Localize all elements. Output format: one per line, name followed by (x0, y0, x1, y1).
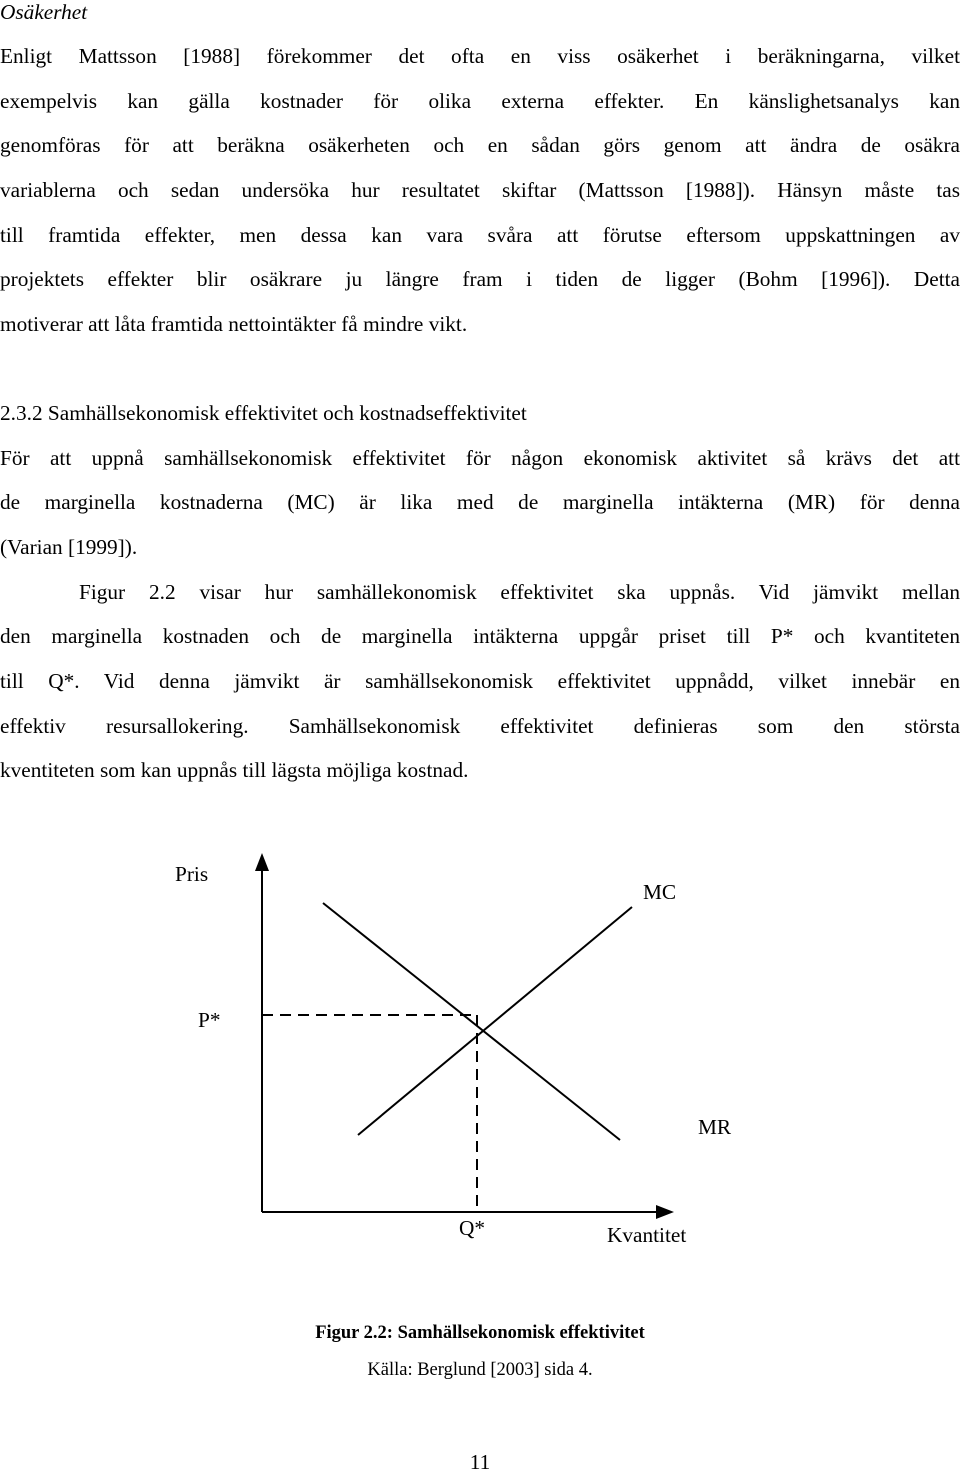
page-number: 11 (469, 1450, 491, 1474)
paragraph-line: kventiteten som kan uppnås till lägsta möjliga kostnad. (0, 758, 469, 782)
q-star-label: Q* (459, 1216, 486, 1240)
subsection-heading: 2.3.2 Samhällsekonomisk effektivitet och kostnadseffektivitet (0, 401, 527, 425)
section-heading: Osäkerhet (0, 0, 88, 24)
paragraph-line: effektiv resursallokering. Samhällsekonomisk effektivitet definieras som den största (0, 714, 960, 738)
mr-curve (323, 903, 620, 1140)
y-axis-label: Pris (175, 862, 209, 886)
paragraph-line: till framtida effekter, men dessa kan vara svåra att förutse eftersom uppskattningen av (0, 223, 960, 247)
mc-curve (358, 907, 632, 1135)
paragraph-line: genomföras för att beräkna osäkerheten och en sådan görs genom att ändra de osäkra (0, 133, 960, 157)
paragraph-line: Figur 2.2 visar hur samhällekonomisk effektivitet ska uppnås. Vid jämvikt mellan (79, 580, 960, 604)
y-axis-arrowhead (255, 853, 269, 871)
paragraph-line: de marginella kostnaderna (MC) är lika med de marginella intäkterna (MR) för denna (0, 490, 960, 514)
paragraph-line: till Q*. Vid denna jämvikt är samhällsekonomisk effektivitet uppnådd, vilket innebär en (0, 669, 960, 693)
figure-source: Källa: Berglund [2003] sida 4. (367, 1360, 593, 1380)
mr-label: MR (698, 1115, 732, 1139)
x-axis-label: Kvantitet (607, 1223, 687, 1247)
p-star-label: P* (198, 1008, 221, 1032)
paragraph-line: projektets effekter blir osäkrare ju längre fram i tiden de ligger (Bohm [1996]). Detta (0, 267, 960, 291)
paragraph-line: exempelvis kan gälla kostnader för olika externa effekter. En känslighetsanalys kan (0, 89, 960, 113)
paragraph-line: motiverar att låta framtida nettointäkter få mindre vikt. (0, 312, 468, 336)
figure-caption: Figur 2.2: Samhällsekonomisk effektivitet (315, 1323, 645, 1343)
paragraph-line: För att uppnå samhällsekonomisk effektivitet för någon ekonomisk aktivitet så krävs det att (0, 446, 960, 470)
x-axis-arrowhead (656, 1205, 674, 1219)
paragraph-line: (Varian [1999]). (0, 535, 138, 559)
paragraph-line: variablerna och sedan undersöka hur resultatet skiftar (Mattsson [1988]). Hänsyn måste tas (0, 178, 960, 202)
paragraph-line: den marginella kostnaden och de marginella intäkterna uppgår priset till P* och kvantiteten (0, 624, 960, 648)
mc-label: MC (643, 880, 677, 904)
paragraph-line: Enligt Mattsson [1988] förekommer det ofta en viss osäkerhet i beräkningarna, vilket (0, 44, 960, 68)
